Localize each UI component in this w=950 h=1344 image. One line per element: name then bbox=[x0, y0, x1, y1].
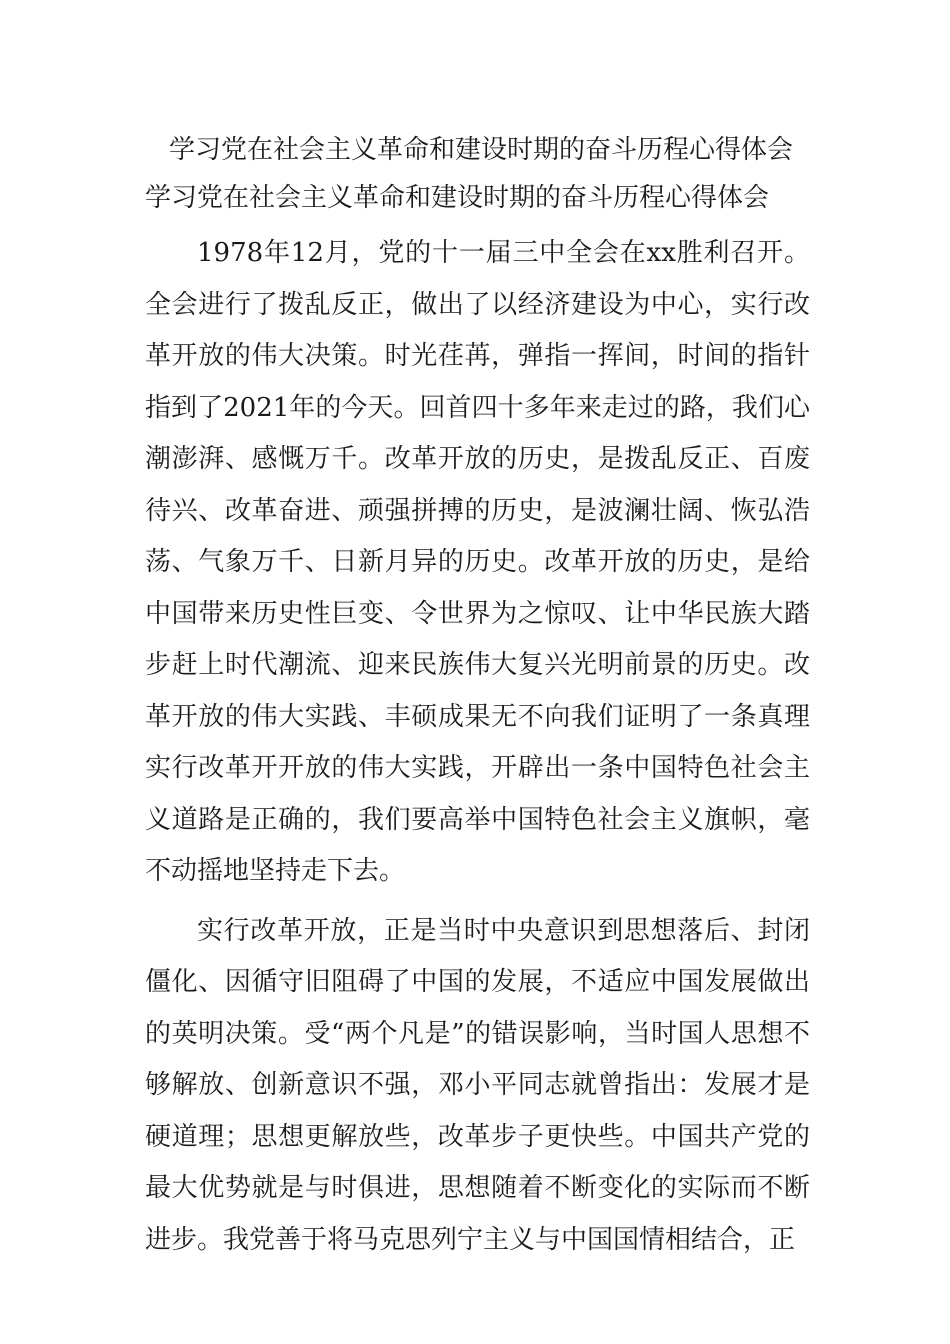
document-title-line-1: 学习党在社会主义革命和建设时期的奋斗历程心得体会 bbox=[169, 135, 794, 165]
paragraph-1: 1978年12月，党的十一届三中全会在xx胜利召开。全会进行了拨乱反正，做出了以经济建设为中心，实行改革开放的伟大决策。时光荏苒，弹指一挥间，时间的指针指到了2021年的今天。回首四十多年来走过的路，我们心潮澎湃、感慨万千。改革开放的历史，是拨乱反正、百废待兴、改革奋进、顽强拼搏的历史，是波澜壮阔、恢弘浩荡、气象万千、日新月异的历史。改革开放的历史，是给中国带来历史性巨变、令世界为之惊叹、让中华民族大踏步赶上时代潮流、迎来民族伟大复兴光明前景的历史。改革开放的伟大实践、丰硕成果无不向我们证明了一条真理实行改革开开放的伟大实践，开辟出一条中国特色社会主义道路是正确的，我们要高举中国特色社会主义旗帜，毫不动摇地坚持走下去。 bbox=[145, 238, 810, 886]
document-body bbox=[145, 126, 810, 1266]
paragraph-2: 实行改革开放，正是当时中央意识到思想落后、封闭僵化、因循守旧阻碍了中国的发展，不适应中国发展做出的英明决策。受“两个凡是”的错误影响，当时国人思想不够解放、创新意识不强，邓小平同志就曾指出：发展才是硬道理；思想更解放些，改革步子更快些。中国共产党的最大优势就是与时俱进，思想随着不断变化的实际而不断进步。我党善于将马克思列宁主义与中国国情相结合，正 bbox=[145, 915, 810, 1255]
document-title-line-2: 学习党在社会主义革命和建设时期的奋斗历程心得体会 bbox=[145, 183, 770, 213]
